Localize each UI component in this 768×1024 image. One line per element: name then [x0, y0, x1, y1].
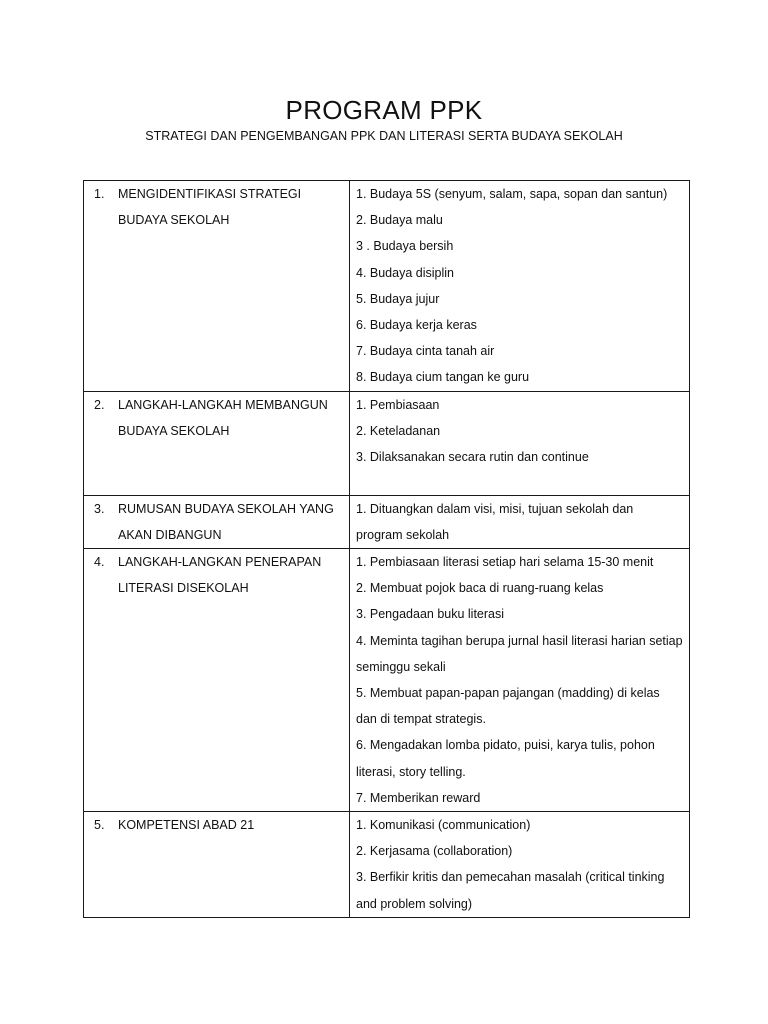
list-item: 7. Memberikan reward: [356, 790, 481, 805]
items-cell: [350, 495, 690, 548]
topic-label: MENGIDENTIFIKASI STRATEGI BUDAYA SEKOLAH: [118, 187, 302, 227]
list-item: 3. Berfikir kritis dan pemecahan masalah (critical tinking and problem solving): [356, 870, 665, 911]
list-item: 7. Budaya cinta tanah air: [356, 344, 495, 359]
list-item: 6. Budaya kerja keras: [356, 318, 477, 333]
table-row: [84, 495, 690, 548]
topic-label: LANGKAH-LANGKAH MEMBANGUN BUDAYA SEKOLAH: [118, 397, 328, 438]
row-number: 1.: [94, 187, 105, 201]
list-item: 6. Mengadakan lomba pidato, puisi, karya tulis, pohon literasi, story telling.: [356, 738, 655, 779]
table-row: [84, 549, 690, 812]
table-row: [84, 812, 690, 918]
list-item: 2. Budaya malu: [356, 213, 443, 228]
list-item: 3. Pengadaan buku literasi: [356, 607, 505, 622]
topic-cell: [84, 181, 350, 392]
list-item: 8. Budaya cium tangan ke guru: [356, 370, 530, 385]
row-number: 5.: [94, 818, 105, 833]
document-title: PROGRAM PPK: [285, 95, 483, 125]
document-subtitle: STRATEGI DAN PENGEMBANGAN PPK DAN LITERASI SERTA BUDAYA SEKOLAH: [145, 129, 623, 143]
items-cell: [350, 549, 690, 812]
topic-cell: [84, 549, 350, 812]
list-item: 1. Pembiasaan: [356, 397, 440, 412]
list-item: 2. Kerjasama (collaboration): [356, 844, 513, 859]
items-cell: [350, 391, 690, 495]
list-item: 1. Komunikasi (communication): [356, 818, 531, 833]
items-cell: [350, 812, 690, 918]
topic-label: RUMUSAN BUDAYA SEKOLAH YANG AKAN DIBANGUN: [118, 501, 334, 542]
list-item: 3. Dilaksanakan secara rutin dan continue: [356, 450, 589, 465]
topic-cell: [84, 495, 350, 548]
table-row: [84, 181, 690, 392]
ppk-table: [83, 180, 690, 918]
topic-cell: [84, 391, 350, 495]
table-row: [84, 391, 690, 495]
items-cell: [350, 181, 690, 392]
list-item: 4. Budaya disiplin: [356, 265, 454, 280]
row-number: 3.: [94, 501, 105, 516]
list-item: 1. Pembiasaan literasi setiap hari selama 15-30 menit: [356, 555, 654, 570]
list-item: 1. Dituangkan dalam visi, misi, tujuan sekolah dan program sekolah: [356, 501, 634, 542]
topic-label: KOMPETENSI ABAD 21: [118, 818, 255, 833]
row-number: 4.: [94, 555, 105, 570]
list-item: 4. Meminta tagihan berupa jurnal hasil literasi harian setiap seminggu sekali: [356, 633, 683, 674]
list-item: 2. Keteladanan: [356, 423, 441, 438]
list-item: 5. Membuat papan-papan pajangan (madding) di kelas dan di tempat strategis.: [356, 686, 660, 727]
list-item: 1. Budaya 5S (senyum, salam, sapa, sopan dan santun): [356, 187, 668, 201]
list-item: 5. Budaya jujur: [356, 291, 440, 306]
topic-cell: [84, 812, 350, 918]
list-item: 3 . Budaya bersih: [356, 239, 454, 254]
topic-label: LANGKAH-LANGKAN PENERAPAN LITERASI DISEKOLAH: [118, 555, 322, 596]
list-item: 2. Membuat pojok baca di ruang-ruang kelas: [356, 581, 604, 596]
row-number: 2.: [94, 397, 105, 412]
